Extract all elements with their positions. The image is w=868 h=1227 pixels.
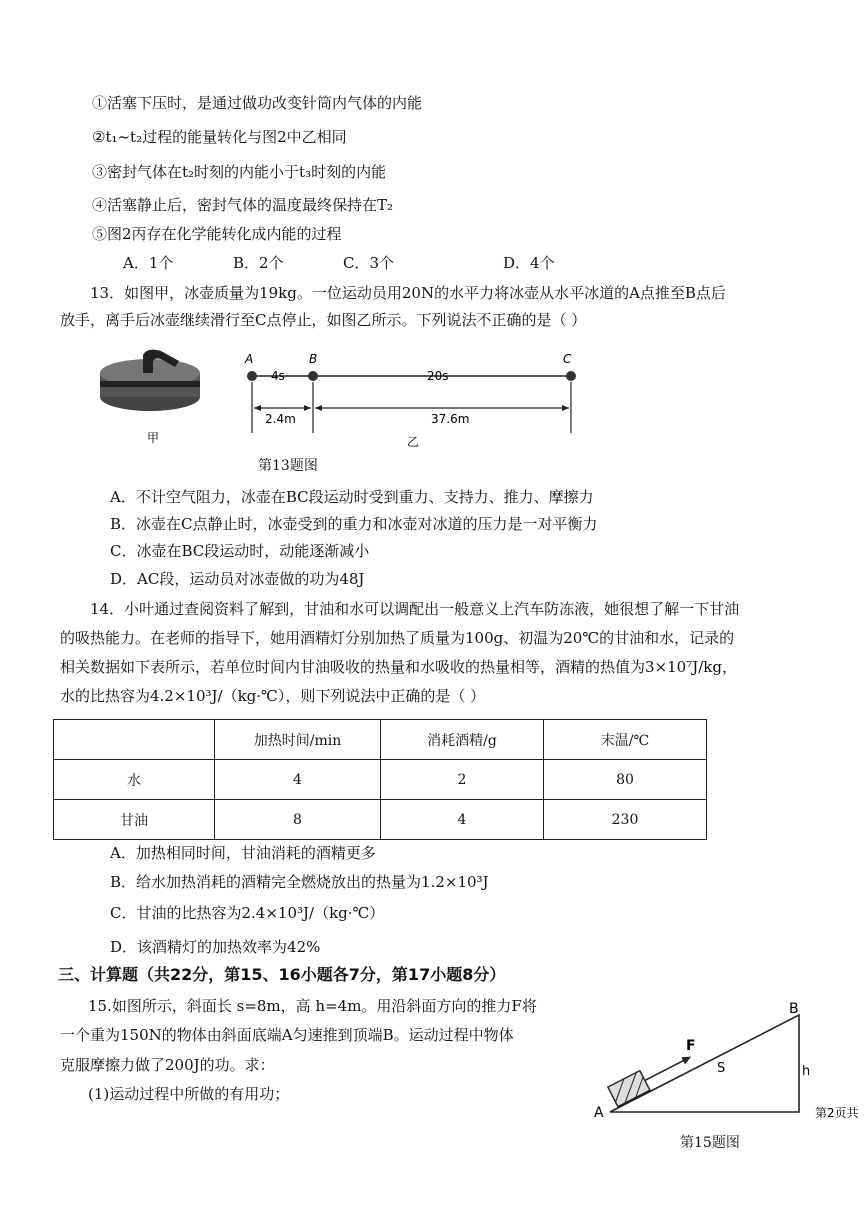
q14-option-d[interactable]: D．该酒精灯的加热效率为42% <box>110 938 321 956</box>
table-row <box>54 760 707 800</box>
table-cell: 4 <box>215 760 381 800</box>
statement-1: ①活塞下压时，是通过做功改变针筒内气体的内能 <box>92 94 423 112</box>
q13-figure <box>95 345 595 475</box>
time-bc-label: 20s <box>427 369 449 383</box>
q12-choice-c[interactable]: C．3个 <box>343 254 395 272</box>
stone-at-b <box>308 371 318 381</box>
q15-stem-line2: 一个重为150N的物体由斜面底端A匀速推到顶端B。运动过程中物体 <box>60 1026 514 1044</box>
q14-stem-line2: 的吸热能力。在老师的指导下，她用酒精灯分别加热了质量为100g、初温为20℃的甘油和水，记录的 <box>60 629 735 647</box>
point-a-label: A <box>594 1105 604 1121</box>
table-cell: 4 <box>381 800 544 840</box>
q13-stem-line2: 放手，离手后冰壶继续滑行至C点停止，如图乙所示。下列说法不正确的是（ ） <box>60 311 587 329</box>
q15-sub-question-1: (1)运动过程中所做的有用功； <box>88 1085 290 1103</box>
table-cell: 甘油 <box>54 800 215 840</box>
table-header-row <box>54 720 707 760</box>
q15-incline-figure <box>585 995 868 1155</box>
statement-3: ③密封气体在t₂时刻的内能小于t₃时刻的内能 <box>92 163 387 181</box>
table-cell: 8 <box>215 800 381 840</box>
label-yi: 乙 <box>407 435 420 449</box>
q13-stem-line1: 13．如图甲，冰壶质量为19kg。一位运动员用20N的水平力将冰壶从水平冰道的A点推至B点后 <box>90 284 726 302</box>
q12-choices <box>123 253 613 273</box>
table-header-cell <box>54 720 215 760</box>
q14-option-c[interactable]: C．甘油的比热容为2.4×10³J/（kg·℃） <box>110 904 385 922</box>
table-header-cell: 消耗酒精/g <box>381 720 544 760</box>
table-cell: 230 <box>544 800 707 840</box>
statement-5: ⑤图2丙存在化学能转化成内能的过程 <box>92 225 342 243</box>
q12-choice-b[interactable]: B．2个 <box>233 254 284 272</box>
q14-data-table <box>53 719 707 840</box>
time-ab-label: 4s <box>271 369 285 383</box>
stone-at-c <box>566 371 576 381</box>
label-jia: 甲 <box>147 431 160 445</box>
q14-option-b[interactable]: B．给水加热消耗的酒精完全燃烧放出的热量为1.2×10³J <box>110 873 489 891</box>
block-on-incline <box>608 1047 696 1107</box>
q12-choice-a[interactable]: A．1个 <box>123 254 174 272</box>
q13-option-d[interactable]: D．AC段，运动员对冰壶做的功为48J <box>110 570 365 588</box>
section-3-heading: 三、计算题（共22分，第15、16小题各7分，第17小题8分） <box>58 965 506 984</box>
incline-triangle <box>610 1015 799 1112</box>
q15-stem-line3: 克服摩擦力做了200J的功。求： <box>60 1056 275 1074</box>
q13-figure-caption: 第13题图 <box>258 458 318 474</box>
table-header-cell: 末温/℃ <box>544 720 707 760</box>
statement-4: ④活塞静止后，密封气体的温度最终保持在T₂ <box>92 196 394 214</box>
table-row <box>54 800 707 840</box>
force-arrow <box>645 1059 687 1080</box>
statement-2: ②t₁~t₂过程的能量转化与图2中乙相同 <box>92 128 347 146</box>
stone-at-a <box>247 371 257 381</box>
q14-stem-line1: 14．小叶通过查阅资料了解到，甘油和水可以调配出一般意义上汽车防冻液，她很想了解一下甘油 <box>90 600 740 618</box>
point-c-label: C <box>563 352 572 366</box>
curling-stone-image <box>100 350 200 411</box>
q13-option-a[interactable]: A．不计空气阻力，冰壶在BC段运动时受到重力、支持力、推力、摩擦力 <box>110 488 594 506</box>
dist-bc-label: 37.6m <box>431 412 470 426</box>
force-f-label: F <box>686 1038 696 1054</box>
table-header-cell: 加热时间/min <box>215 720 381 760</box>
q14-stem-line3: 相关数据如下表所示，若单位时间内甘油吸收的热量和水吸收的热量相等，酒精的热值为3×10⁷J/kg， <box>60 658 737 676</box>
q15-figure-caption: 第15题图 <box>680 1135 740 1151</box>
q14-option-a[interactable]: A．加热相同时间，甘油消耗的酒精更多 <box>110 844 376 862</box>
table-cell: 2 <box>381 760 544 800</box>
table-cell: 80 <box>544 760 707 800</box>
q14-stem-line4: 水的比热容为4.2×10³J/（kg·℃），则下列说法中正确的是（ ） <box>60 687 486 705</box>
point-a-label: A <box>245 352 254 366</box>
table-cell: 水 <box>54 760 215 800</box>
point-b-label: B <box>309 352 318 366</box>
slope-s-label: S <box>717 1061 726 1076</box>
q12-choice-d[interactable]: D．4个 <box>503 254 555 272</box>
q15-stem-line1: 15.如图所示，斜面长 s=8m，高 h=4m。用沿斜面方向的推力F将 <box>88 997 537 1015</box>
dist-ab-label: 2.4m <box>265 412 296 426</box>
page-footer: 第2页共 <box>815 1106 859 1120</box>
q13-option-c[interactable]: C．冰壶在BC段运动时，动能逐渐减小 <box>110 542 370 560</box>
q13-option-b[interactable]: B．冰壶在C点静止时，冰壶受到的重力和冰壶对冰道的压力是一对平衡力 <box>110 515 598 533</box>
point-b-label: B <box>789 1001 799 1017</box>
height-h-label: h <box>802 1064 811 1079</box>
